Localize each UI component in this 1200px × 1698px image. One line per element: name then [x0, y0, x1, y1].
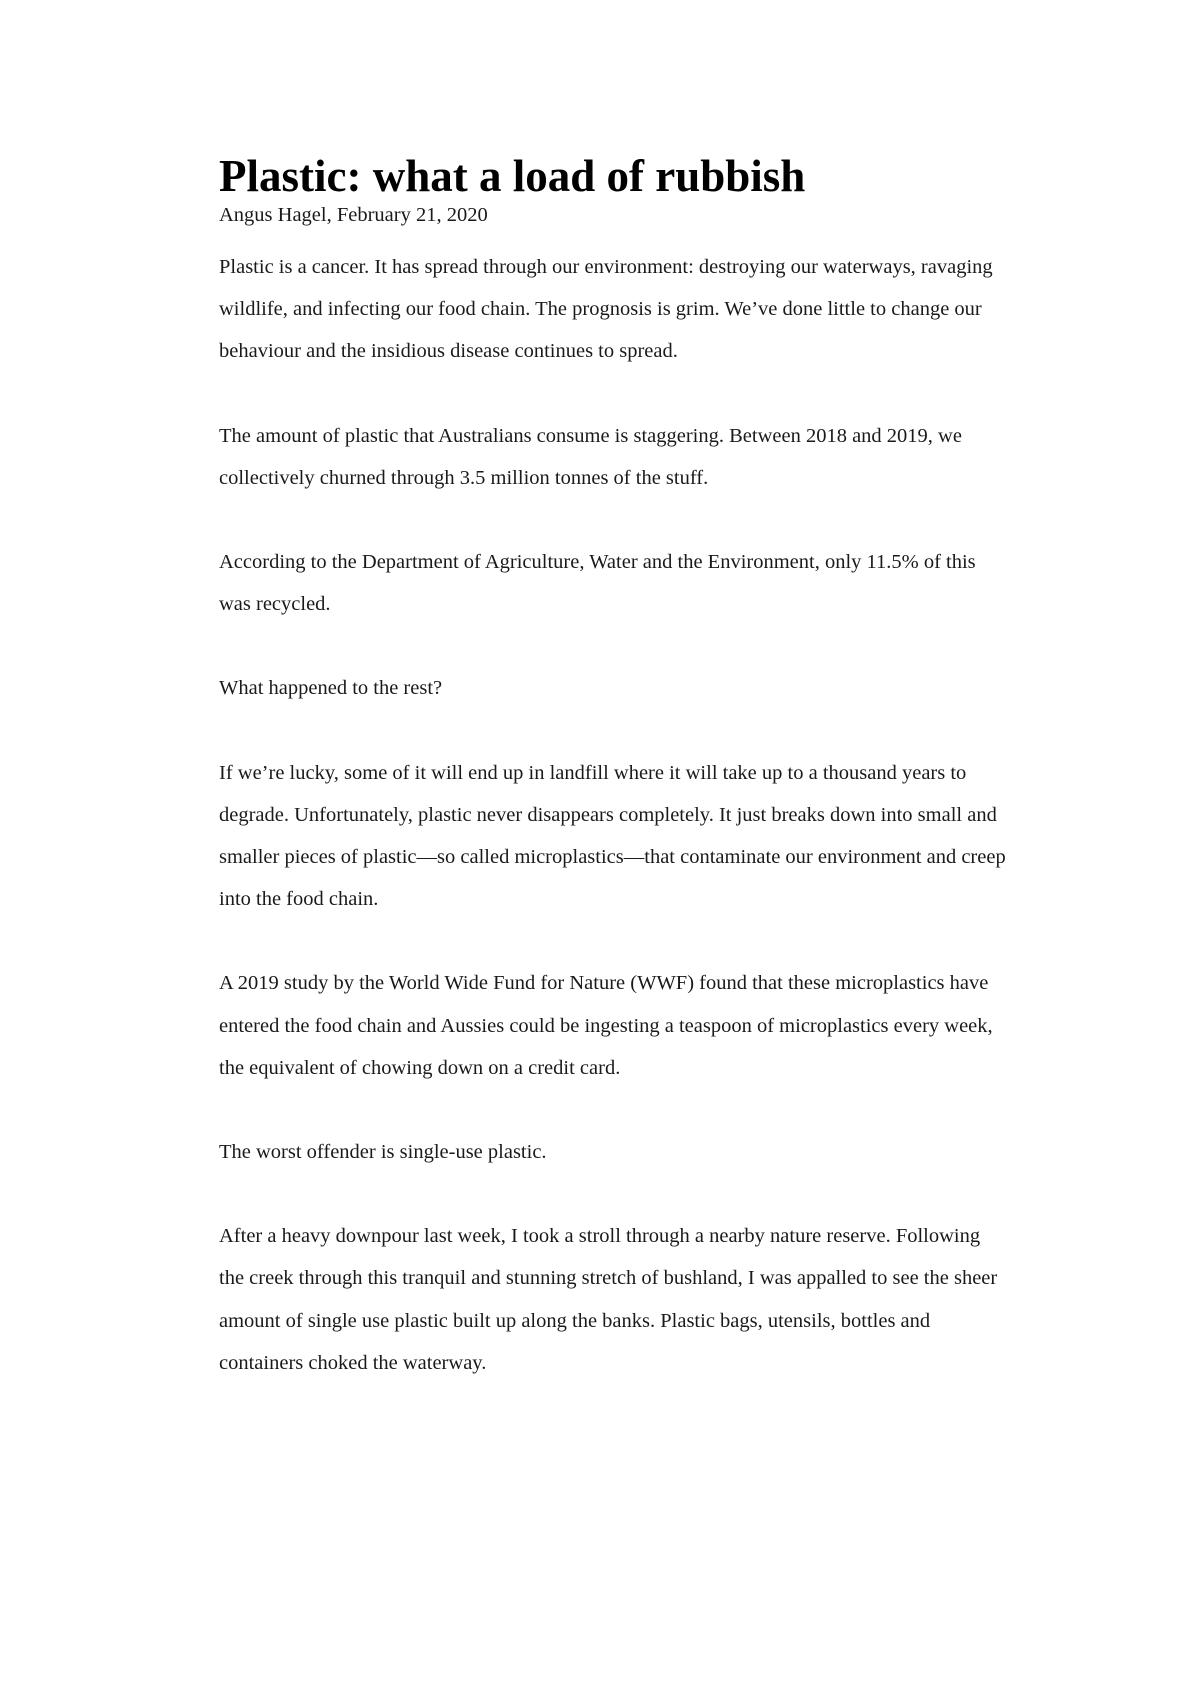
paragraph-5: If we’re lucky, some of it will end up in landfill where it will take up to a thousand years to degrade. Unfortunately, plastic never disappears completely. It just breaks down into small and smaller pieces of plastic—so called microplastics—that contaminate our environment and creep into the food chain.: [219, 761, 1006, 911]
paragraph-7: The worst offender is single-use plastic.: [219, 1141, 547, 1164]
article: [219, 150, 1009, 1426]
paragraph-3: According to the Department of Agriculture, Water and the Environment, only 11.5% of this was recycled.: [219, 551, 976, 616]
paragraph-6: A 2019 study by the World Wide Fund for Nature (WWF) found that these microplastics have entered the food chain and Aussies could be ingesting a teaspoon of microplastics every week, the equivalent of chowing down on a credit card.: [219, 972, 993, 1079]
paragraph-1: Plastic is a cancer. It has spread through our environment: destroying our waterways, ravaging wildlife, and infecting our food chain. The prognosis is grim. We’ve done little to change our behaviour and the insidious disease continues to spread.: [219, 256, 993, 363]
paragraph-4: What happened to the rest?: [219, 677, 443, 700]
paragraph-2: The amount of plastic that Australians consume is staggering. Between 2018 and 2019, we collectively churned through 3.5 million tonnes of the stuff.: [219, 424, 962, 489]
article-title: Plastic: what a load of rubbish: [219, 151, 806, 201]
article-byline: Angus Hagel, February 21, 2020: [219, 204, 488, 226]
paragraph-8: After a heavy downpour last week, I took a stroll through a nearby nature reserve. Following the creek through this tranquil and stunning stretch of bushland, I was appalled to see the sheer amount of single use plastic built up along the banks. Plastic bags, utensils, bottles and containers choked the waterway.: [219, 1225, 998, 1374]
